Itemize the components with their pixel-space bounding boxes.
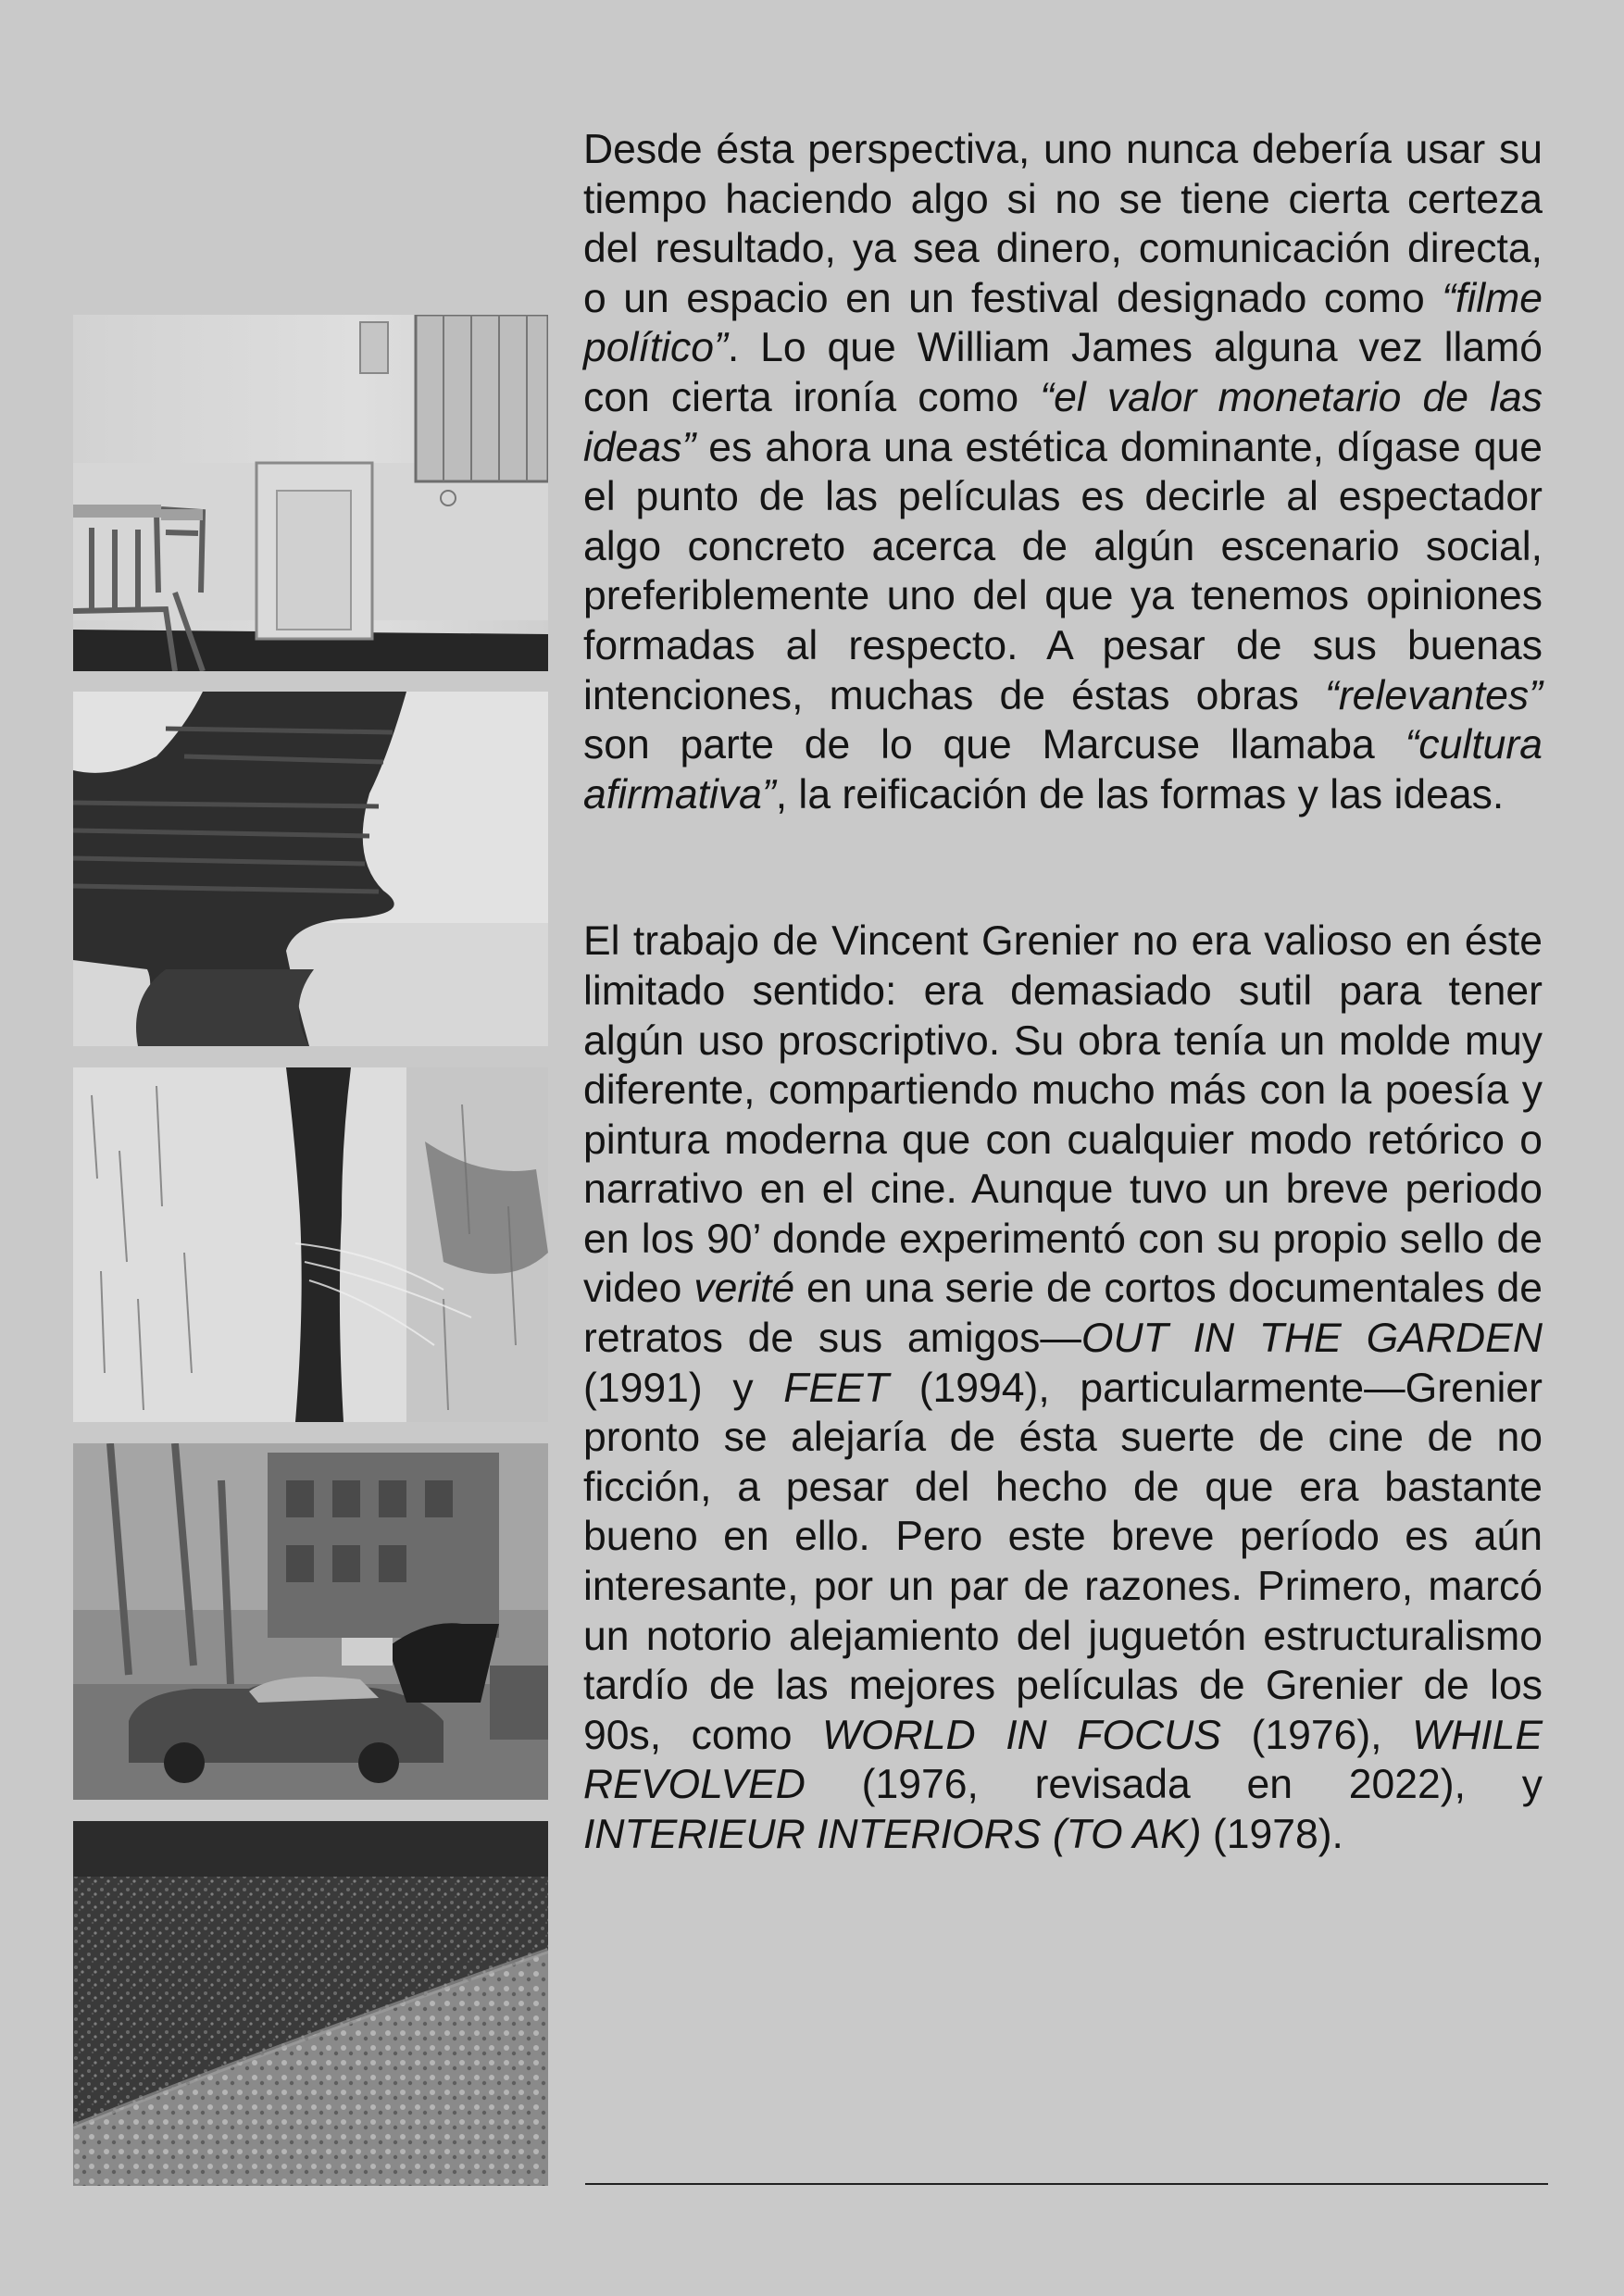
italic-segment: verité xyxy=(693,1266,795,1312)
text-segment: (1976, revisada en 2022), y xyxy=(805,1762,1543,1808)
italic-segment: FEET xyxy=(783,1365,890,1411)
text-segment: (1991) y xyxy=(583,1365,784,1411)
paragraph-1 xyxy=(583,125,1543,819)
bottom-rule xyxy=(585,2183,1548,2185)
text-segment: , la reificación de las formas y las ideas. xyxy=(775,771,1505,817)
text-segment: (1994), particularmente—Grenier pronto se alejaría de ésta suerte de cine de no ficción, a pesar del hecho de que era bastante bueno en ello. Pero este breve período es aún interesante, por un par de razones. Primero, marcó un notorio alejamiento del juguetón estructuralismo tardío de las mejores películas de Grenier de los 90s, como xyxy=(583,1365,1543,1758)
article-text xyxy=(583,125,1543,1860)
italic-segment: “el valor monetario de las ideas” xyxy=(583,374,1543,470)
text-segment: . Lo que William James alguna vez llamó con cierta ironía como xyxy=(583,325,1543,420)
film-frame-street xyxy=(73,1443,548,1800)
text-segment: (1976), xyxy=(1220,1712,1413,1758)
film-frame-interior xyxy=(73,315,548,671)
italic-segment: WORLD IN FOCUS xyxy=(822,1712,1221,1758)
text-segment: en una serie de cortos documentales de retratos de sus amigos— xyxy=(583,1266,1543,1362)
text-segment: son parte de lo que Marcuse llamaba xyxy=(583,722,1405,768)
italic-segment: “cultura afirmativa” xyxy=(583,722,1543,817)
film-frame-ground xyxy=(73,1821,548,2186)
text-segment: es ahora una estética dominante, dígase que el punto de las películas es decirle al espectador algo concreto acerca de algún escenario social, preferiblemente uno del que ya tenemos opiniones formadas al respecto. A pesar de sus buenas intenciones, muchas de éstas obras xyxy=(583,424,1543,718)
text-segment: Desde ésta perspectiva, uno nunca debería usar su tiempo haciendo algo si no se tiene cierta certeza del resultado, ya sea dinero, comunicación directa, o un espacio en un festival designado como xyxy=(583,127,1543,321)
italic-segment: “relevantes” xyxy=(1325,672,1543,718)
film-frame-silhouette xyxy=(73,692,548,1046)
italic-segment: WHILE REVOLVED xyxy=(583,1712,1543,1808)
italic-segment: OUT IN THE GARDEN xyxy=(1081,1316,1543,1362)
text-segment: (1978). xyxy=(1201,1812,1343,1857)
italic-segment: INTERIEUR INTERIORS (TO AK) xyxy=(583,1812,1202,1857)
text-segment: El trabajo de Vincent Grenier no era valioso en éste limitado sentido: era demasiado sutil para tener algún uso proscriptivo. Su obra tenía un molde muy diferente, compartiendo mucho más con la poesía y pintura moderna que con cualquier modo retórico o narrativo en el cine. Aunque tuvo un breve periodo en los 90’ donde experimentó con su propio sello de video xyxy=(583,918,1543,1312)
film-frame-tree xyxy=(73,1067,548,1422)
paragraph-2 xyxy=(583,917,1543,1859)
italic-segment: “filme político” xyxy=(583,275,1543,371)
